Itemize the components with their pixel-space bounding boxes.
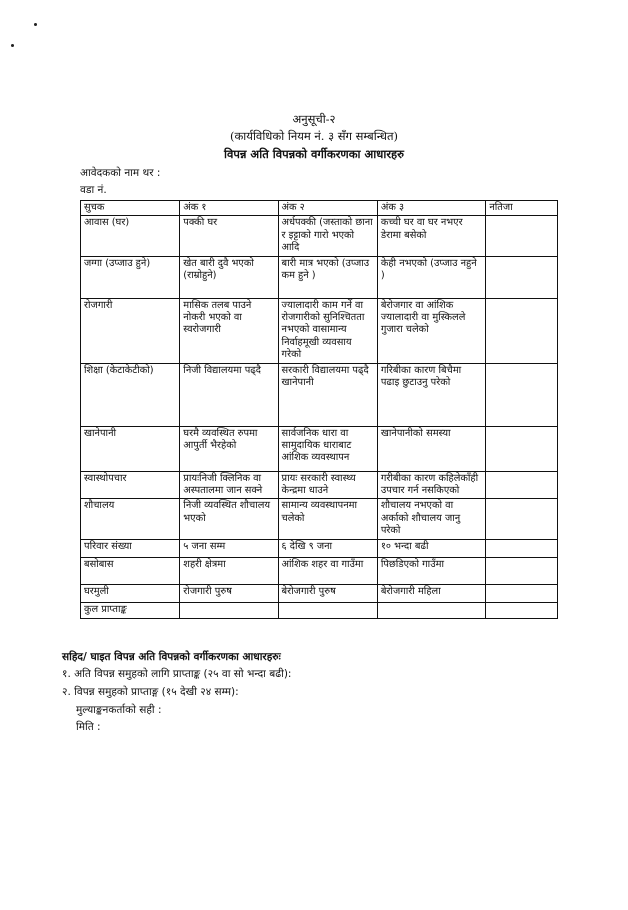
score-cell: निजी विद्यालयमा पढ्दै: [180, 363, 278, 426]
result-cell: [486, 584, 558, 602]
score-cell: पिछडिएको गाउँमा: [377, 557, 486, 584]
indicator-cell: आवास (घर): [81, 216, 180, 256]
result-cell: [486, 216, 558, 256]
score-cell: खानेपानीको समस्या: [377, 426, 486, 471]
score-cell: गरिबीका कारण बिचैमा पढाइ छुटाउनु परेको: [377, 363, 486, 426]
score-cell: शहरी क्षेत्रमा: [180, 557, 278, 584]
score-cell: सरकारी विद्यालयमा पढ्दै खानेपानी: [278, 363, 377, 426]
table-header-cell: अंक ३: [377, 201, 486, 216]
indicator-cell: स्वास्थोपचार: [81, 471, 180, 499]
table-header-cell: अंक १: [180, 201, 278, 216]
table-row: [81, 298, 558, 363]
applicant-name-label: आवेदकको नाम थर :: [80, 167, 161, 179]
document-title: विपन्न अति विपन्नको वर्गीकरणका आधारहरु: [223, 147, 405, 161]
result-cell: [486, 471, 558, 499]
score-cell: [377, 602, 486, 618]
score-cell: बारी मात्र भएको (उप्जाउ कम हुने ): [278, 256, 377, 298]
table-row: [81, 584, 558, 602]
indicator-cell: खानेपानी: [81, 426, 180, 471]
score-cell: ६ देखि ९ जना: [278, 539, 377, 557]
result-cell: [486, 426, 558, 471]
table-row: [81, 602, 558, 618]
score-cell: बेरोजगारी महिला: [377, 584, 486, 602]
criteria-extremely-poor: १. अति विपन्न समुहको लागि प्राप्ताङ्क (२५ वा सो भन्दा बढी):: [62, 668, 292, 680]
annex-heading: अनुसूची-२: [292, 112, 336, 126]
criteria-heading: सहिद/ घाइत विपन्न अति विपन्नको वर्गीकरणका आधारहरुः: [62, 651, 281, 663]
score-cell: प्रायः सरकारी स्वास्थ्य केन्द्रमा धाउने: [278, 471, 377, 499]
table-header-cell: अंक २: [278, 201, 377, 216]
table-row: [81, 426, 558, 471]
result-cell: [486, 499, 558, 539]
score-cell: अर्धपक्की (जस्ताको छाना र इट्टाको गारो भएको आदि: [278, 216, 377, 256]
score-cell: ज्यालादारी काम गर्ने वा रोजगारीको सुनिश्चितता नभएको वासामान्य निर्वाहमूखी व्यवसाय गरेको: [278, 298, 377, 363]
score-cell: निजी व्यवस्थित शौचालय भएको: [180, 499, 278, 539]
score-cell: बेरोजगार वा आंशिक ज्यालादारी वा मुस्किलले गुजारा चलेको: [377, 298, 486, 363]
indicator-cell: शौचालय: [81, 499, 180, 539]
annex-subheading: (कार्यविधिको नियम नं. ३ सँग सम्बन्धित): [229, 129, 398, 143]
indicator-cell: बसोबास: [81, 557, 180, 584]
result-cell: [486, 539, 558, 557]
table-header-cell: सुचक: [81, 201, 180, 216]
score-cell: शौचालय नभएको वा अर्काको शौचालय जानु परेको: [377, 499, 486, 539]
table-row: [81, 557, 558, 584]
criteria-poor: २. विपन्न समुहको प्राप्ताङ्ग (१५ देखी २४ सम्म):: [62, 686, 239, 698]
indicator-cell: शिक्षा (केटाकेटीको): [81, 363, 180, 426]
speck-mark: [34, 23, 37, 26]
score-cell: ५ जना सम्म: [180, 539, 278, 557]
table-row: [81, 256, 558, 298]
ward-number-label: वडा नं.: [80, 184, 107, 196]
result-cell: [486, 298, 558, 363]
evaluator-signature-label: मुल्याङ्कनकर्ताको सही :: [76, 704, 162, 716]
result-cell: [486, 256, 558, 298]
indicator-cell: घरमुली: [81, 584, 180, 602]
table-row: [81, 471, 558, 499]
table-row: [81, 216, 558, 256]
indicator-cell: जग्गा (उप्जाउ हुने): [81, 256, 180, 298]
score-cell: प्रायःनिजी क्लिनिक वा अस्पतालमा जान सक्ने: [180, 471, 278, 499]
table-row: [81, 539, 558, 557]
score-cell: खेत बारी दुवै भएको (राम्रोहुने): [180, 256, 278, 298]
classification-table: [80, 200, 558, 619]
score-cell: रोजगारी पुरुष: [180, 584, 278, 602]
score-cell: [180, 602, 278, 618]
score-cell: पक्की घर: [180, 216, 278, 256]
table-header-cell: नतिजा: [486, 201, 558, 216]
speck-mark: [11, 44, 14, 47]
indicator-cell: रोजगारी: [81, 298, 180, 363]
score-cell: बेरोजगारी पुरुष: [278, 584, 377, 602]
score-cell: सामान्य व्यवस्थापनमा चलेको: [278, 499, 377, 539]
table-header-row: [81, 201, 558, 216]
score-cell: १० भन्दा बढी: [377, 539, 486, 557]
table-row: [81, 499, 558, 539]
score-cell: केही नभएको (उप्जाउ नहुने ): [377, 256, 486, 298]
result-cell: [486, 363, 558, 426]
table-row: [81, 363, 558, 426]
indicator-cell: परिवार संख्या: [81, 539, 180, 557]
indicator-cell: कुल प्राप्ताङ्क: [81, 602, 180, 618]
score-cell: सार्वजनिक धारा वा सामुदायिक धाराबाट आंशिक व्यवस्थापन: [278, 426, 377, 471]
score-cell: आंशिक शहर वा गाउँमा: [278, 557, 377, 584]
score-cell: मासिक तलब पाउने नोकरी भएको वा स्वरोजगारी: [180, 298, 278, 363]
score-cell: घरमै व्यवस्थित रुपमा आपुर्ती भैरहेको: [180, 426, 278, 471]
date-label: मिति :: [76, 721, 101, 733]
score-cell: गरीबीका कारण कहिलेकाँही उपचार गर्न नसकिएको: [377, 471, 486, 499]
score-cell: कच्ची घर वा घर नभएर डेरामा बसेको: [377, 216, 486, 256]
result-cell: [486, 602, 558, 618]
result-cell: [486, 557, 558, 584]
score-cell: [278, 602, 377, 618]
